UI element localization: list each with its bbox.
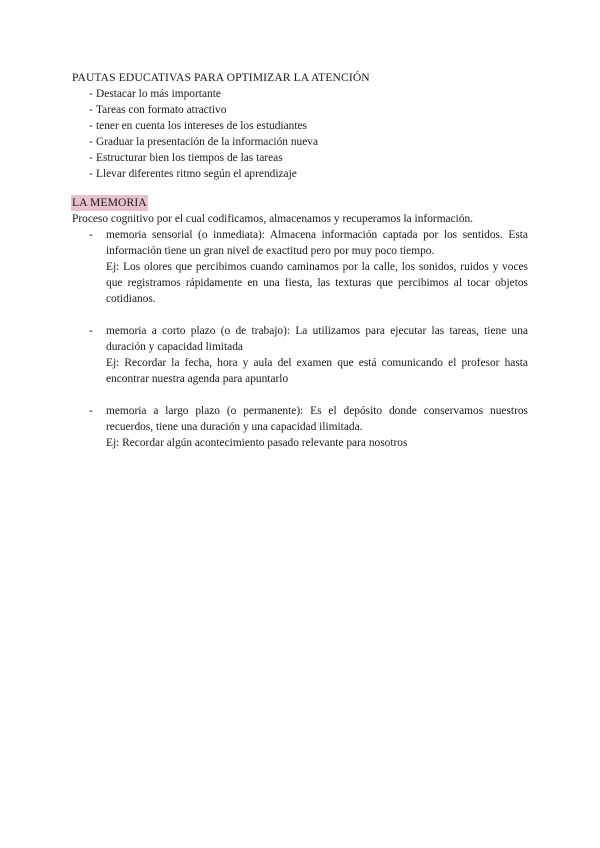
memoria-types-list: [72, 227, 528, 451]
list-item-text: Destacar lo más importante: [96, 88, 221, 100]
bullet-dash: -: [89, 325, 93, 337]
bullet-dash: -: [89, 229, 93, 241]
memory-type-description: memoria sensorial (o inmediata): Almacena información captada por los sentidos. Esta información tiene un gran nivel de exactitud pero por muy poco tiempo.: [106, 229, 528, 257]
bullet-dash: -: [89, 120, 93, 132]
bullet-dash: -: [89, 168, 93, 180]
list-item-text: Estructurar bien los tiempos de las tareas: [96, 152, 283, 164]
bullet-dash: -: [89, 104, 93, 116]
heading-la-memoria: [72, 195, 528, 211]
list-item: [72, 227, 528, 307]
memory-type-description: memoria a largo plazo (o permanente): Es el depósito donde conservamos nuestros recuerdos, tiene una duración y una capacidad ilimitada.: [106, 405, 528, 433]
pautas-list: [72, 86, 528, 182]
list-item: [72, 150, 528, 166]
list-item: [72, 166, 528, 182]
list-spacer: [72, 387, 528, 403]
list-item: [72, 323, 528, 387]
list-item-text: Tareas con formato atractivo: [96, 104, 227, 116]
memory-type-description: memoria a corto plazo (o de trabajo): La utilizamos para ejecutar las tareas, tiene una duración y capacidad limitada: [106, 325, 528, 353]
list-item: [72, 134, 528, 150]
memory-type-example: Ej: Recordar la fecha, hora y aula del examen que está comunicando el profesor hasta encontrar nuestra agenda para apuntarlo: [106, 357, 528, 385]
list-item: [72, 102, 528, 118]
bullet-dash: -: [89, 405, 93, 417]
bullet-dash: -: [89, 88, 93, 100]
memoria-intro: Proceso cognitivo por el cual codificamos, almacenamos y recuperamos la información.: [72, 213, 474, 225]
document-page: [72, 70, 528, 451]
list-item-text: Llevar diferentes ritmo según el aprendizaje: [96, 168, 297, 180]
memory-type-example: Ej: Recordar algún acontecimiento pasado relevante para nosotros: [106, 437, 408, 449]
memory-type-example: Ej: Los olores que percibimos cuando caminamos por la calle, los sonidos, ruidos y voces que registramos rápidamente en una fiesta, las texturas que percibimos al tocar objetos cotidianos.: [106, 261, 528, 305]
highlighted-heading-text: LA MEMORIA: [72, 196, 147, 209]
list-item-text: tener en cuenta los intereses de los estudiantes: [96, 120, 307, 132]
section-spacer: [72, 182, 528, 195]
list-item: [72, 86, 528, 102]
list-spacer: [72, 307, 528, 323]
bullet-dash: -: [89, 152, 93, 164]
heading-pautas-educativas: PAUTAS EDUCATIVAS PARA OPTIMIZAR LA ATENCIÓN: [72, 71, 370, 84]
list-item: [72, 118, 528, 134]
list-item: [72, 403, 528, 451]
list-item-text: Graduar la presentación de la información nueva: [96, 136, 319, 148]
bullet-dash: -: [89, 136, 93, 148]
